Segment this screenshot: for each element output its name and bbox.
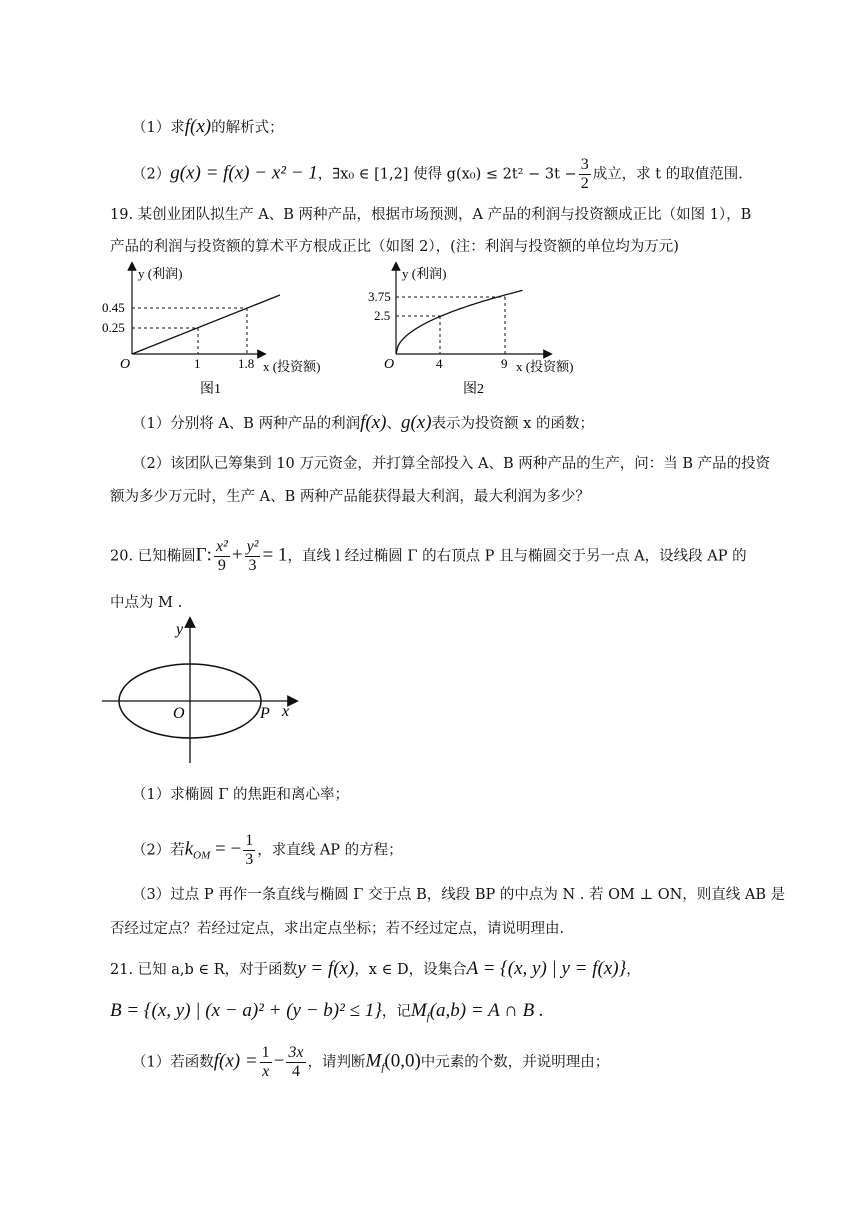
figure-1 bbox=[102, 262, 321, 402]
fig1-ytick-025: 0.25 bbox=[102, 320, 125, 335]
profit-line-a bbox=[132, 295, 280, 354]
fig2-xtick-9: 9 bbox=[501, 356, 508, 371]
q18-part2 bbox=[132, 156, 743, 193]
q18-p2-fraction bbox=[579, 156, 591, 193]
frac-den: 3 bbox=[245, 851, 254, 868]
q20-frac-x bbox=[214, 538, 230, 575]
fig1-ylabel: y (利润) bbox=[138, 266, 183, 281]
q19-p1-sep: 、 bbox=[386, 416, 401, 432]
q20-p2-b: ，求直线 AP 的方程； bbox=[257, 842, 403, 859]
fig1-xlabel: x (投资额) bbox=[263, 359, 321, 374]
q21-set-a: A = {(x, y) | y = f(x)} bbox=[466, 958, 627, 979]
q18-p1-label: （1）求 bbox=[132, 120, 185, 136]
q18-p2-tail: 成立，求 t 的取值范围. bbox=[592, 166, 743, 183]
q21-p1-d: 中元素的个数，并说明理由； bbox=[420, 1054, 610, 1071]
ellipse-figure bbox=[96, 618, 316, 768]
q21-p1-minus: − bbox=[273, 1050, 285, 1072]
q21-p1-sub: f bbox=[381, 1061, 385, 1074]
q20-p2-sub: OM bbox=[193, 849, 211, 862]
q19-part2-line1: （2）该团队已筹集到 10 万元资金，并打算全部投入 A、B 两种产品的生产，问：当 B 产品的投资 bbox=[132, 456, 771, 472]
fig2-ytick-25: 2.5 bbox=[374, 308, 391, 323]
fig1-caption: 图1 bbox=[200, 382, 221, 397]
q20-intro-b: ，直线 l 经过椭圆 Γ 的右顶点 P 且与椭圆交于另一点 A，设线段 AP 的 bbox=[287, 548, 747, 565]
q21-line2 bbox=[110, 1000, 544, 1028]
q21-p1-a: （1）若函数 bbox=[132, 1054, 214, 1071]
q19-part1 bbox=[132, 412, 594, 435]
frac-num: x² bbox=[215, 538, 228, 555]
fig2-origin: O bbox=[384, 357, 395, 372]
fig1-xtick-1: 1 bbox=[194, 356, 201, 371]
q20-eq: = 1 bbox=[262, 544, 288, 566]
q19-line1: 19. 某创业团队拟生产 A、B 两种产品，根据市场预测，A 产品的利润与投资额成正比（如图 1），B bbox=[110, 207, 752, 223]
fig2-xtick-4: 4 bbox=[436, 356, 443, 371]
q21-p1-frac1 bbox=[260, 1044, 272, 1081]
q20-part3-line1: （3）过点 P 再作一条直线与椭圆 Γ 交于点 B，线段 BP 的中点为 N . 若 OM ⊥ ON，则直线 AB 是 bbox=[132, 887, 786, 903]
q20-p2-eq: = − bbox=[210, 838, 242, 860]
q21-p1-f: f(x) = bbox=[213, 1050, 258, 1072]
frac-den: 3 bbox=[248, 557, 257, 574]
q19-p1-f: f(x) bbox=[360, 412, 387, 433]
q19-p1-a: （1）分别将 A、B 两种产品的利润 bbox=[132, 416, 361, 432]
q20-intro-a: 20. 已知椭圆 bbox=[110, 548, 196, 565]
q21-p1-b: ，请判断 bbox=[307, 1054, 366, 1071]
q21-p1-frac2 bbox=[286, 1044, 305, 1081]
q21-p1-m: M bbox=[365, 1050, 382, 1072]
fig1-ytick-045: 0.45 bbox=[102, 300, 125, 315]
q20-p2-a: （2）若 bbox=[132, 842, 185, 859]
fig1-xtick-18: 1.8 bbox=[238, 356, 255, 371]
profit-curve-b bbox=[396, 290, 523, 354]
q21-line1-f: y = f(x) bbox=[297, 958, 355, 979]
q18-p1-text: 的解析式； bbox=[211, 120, 284, 136]
ellipse-p-label: P bbox=[260, 705, 270, 722]
q20-intro bbox=[110, 538, 747, 575]
q20-p2-frac bbox=[243, 832, 255, 869]
fig2-ylabel: y (利润) bbox=[402, 266, 447, 281]
frac-den: 2 bbox=[580, 175, 589, 192]
ellipse-x-label: x bbox=[282, 703, 290, 720]
q21-line2-m: M bbox=[410, 1000, 427, 1021]
figure-2 bbox=[358, 262, 598, 402]
q21-line1 bbox=[110, 958, 641, 981]
q19-part2-line2: 额为多少万元时，生产 A、B 两种产品能获得最大利润，最大利润为多少？ bbox=[110, 489, 590, 505]
q21-line2-c: (a,b) = A ∩ B . bbox=[429, 1000, 544, 1021]
q20-plus: + bbox=[231, 544, 243, 566]
frac-num: 1 bbox=[261, 1044, 270, 1061]
q20-part2 bbox=[132, 832, 403, 869]
q21-p1-c: (0,0) bbox=[384, 1050, 421, 1072]
q18-p2-exist: ，∃x₀ ∈ [1,2] 使得 g(x₀) ≤ 2t² − 3t − bbox=[317, 166, 577, 183]
fig2-xlabel: x (投资额) bbox=[516, 359, 574, 374]
frac-den: 4 bbox=[291, 1063, 300, 1080]
q20-line2: 中点为 M . bbox=[110, 595, 183, 611]
fig1-origin: O bbox=[120, 357, 131, 372]
q21-line2-sub: f bbox=[426, 1010, 430, 1023]
q18-p1-func: f(x) bbox=[184, 116, 212, 137]
frac-num: y² bbox=[246, 538, 259, 555]
q18-part1 bbox=[132, 116, 284, 139]
q21-line1-a: 21. 已知 a,b ∈ R，对于函数 bbox=[110, 962, 298, 978]
frac-num: 3x bbox=[288, 1044, 304, 1061]
q18-p2-label: （2） bbox=[132, 166, 171, 183]
q21-set-b: B = {(x, y) | (x − a)² + (y − b)² ≤ 1} bbox=[110, 1000, 382, 1021]
ellipse-y-label: y bbox=[176, 621, 184, 638]
fig2-ytick-375: 3.75 bbox=[368, 289, 391, 304]
q18-p2-formula: g(x) = f(x) − x² − 1 bbox=[170, 162, 318, 184]
q19-p1-g: g(x) bbox=[400, 412, 432, 433]
q20-p2-k: k bbox=[184, 838, 194, 860]
q19-line2: 产品的利润与投资额的算术平方根成正比（如图 2），(注：利润与投资额的单位均为万元) bbox=[110, 239, 679, 255]
q20-part3-line2: 否经过定点？若经过定点，求出定点坐标；若不经过定点，请说明理由. bbox=[110, 921, 565, 937]
q21-line1-b: ，x ∈ D，设集合 bbox=[354, 962, 467, 978]
frac-den: x bbox=[262, 1063, 270, 1080]
q21-part1 bbox=[132, 1044, 609, 1081]
q20-gamma: Γ: bbox=[195, 544, 212, 566]
frac-num: 3 bbox=[580, 156, 589, 173]
frac-num: 1 bbox=[245, 832, 254, 849]
q19-p1-b: 表示为投资额 x 的函数； bbox=[431, 416, 594, 432]
q21-line2-b: ，记 bbox=[381, 1004, 411, 1020]
q20-part1: （1）求椭圆 Γ 的焦距和离心率； bbox=[132, 787, 350, 803]
fig2-caption: 图2 bbox=[463, 382, 484, 397]
ellipse-origin-label: O bbox=[173, 705, 185, 722]
frac-den: 9 bbox=[217, 557, 226, 574]
q21-line1-end: ， bbox=[626, 962, 641, 978]
q20-frac-y bbox=[245, 538, 261, 575]
